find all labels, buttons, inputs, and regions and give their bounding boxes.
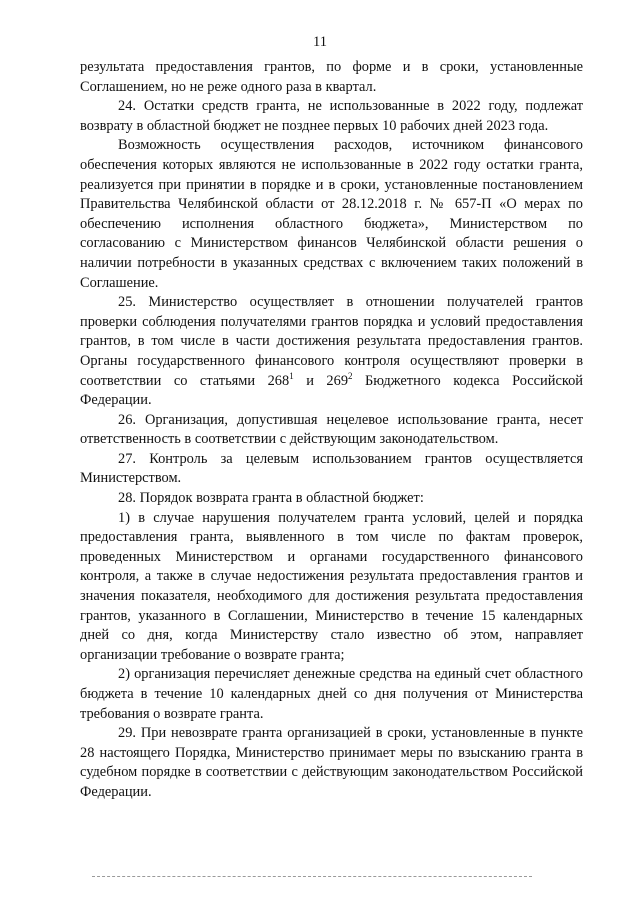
paragraph-28-item-2: 2) организация перечисляет денежные средства на единый счет областного бюджета в течение 10 календарных дней со дня получения от Министерства требования о возврате гранта. [80,666,583,722]
paragraph-24-possibility: Возможность осуществления расходов, источником финансового обеспечения которых являются не использованные в 2022 году остатки гранта, реализуется при принятии в порядке и в сроки, установленные постановлением Правительства Челябинской области от 28.12.2018 г. № 657-П «О мерах по обеспечению исполнения областного бюджета», Министерством по согласованию с Министерством финансов Челябинской области решения о наличии потребности в указанных средствах с включением таких положений в Соглашение. [80,137,583,291]
page-number: 11 [313,34,327,50]
paragraph-25 [80,293,583,411]
scan-bottom-edge-line [92,876,532,877]
paragraph-28: 28. Порядок возврата гранта в областной бюджет: [118,490,424,507]
paragraph-25-text-b: и 269 [293,372,349,389]
superscript-1: 1 [289,370,294,381]
document-body [80,58,583,803]
paragraph-24: 24. Остатки средств гранта, не использованные в 2022 году, подлежат возврату в областной бюджет не позднее первых 10 рабочих дней 2023 года. [80,98,583,134]
superscript-2: 2 [348,370,353,381]
paragraph-25-text-a: 25. Министерство осуществляет в отношении получателей грантов проверки соблюдения получателями грантов порядка и условий предоставления грантов, в том числе в части достижения результата предоставления грантов. Органы государственного финансового контроля осуществляют проверки в соответствии со статьями 268 [80,294,583,389]
paragraph-29: 29. При невозврате гранта организацией в сроки, установленные в пункте 28 настоящего Порядка, Министерство принимает меры по взысканию гранта в судебном порядке в соответствии с действующим законодательством Российской Федерации. [80,725,583,800]
paragraph-28-item-1: 1) в случае нарушения получателем гранта условий, целей и порядка предоставления гранта, выявленного в том числе по фактам проверок, проведенных Министерством и органами государственного финансового контроля, а также в случае недостижения результата предоставления грантов и значения показателя, необходимого для достижения результата предоставления грантов, указанного в Соглашении, Министерство в течение 15 календарных дней со дня, когда Министерству стало известно об этом, направляет организации требование о возврате гранта; [80,509,583,663]
paragraph-continuation: результата предоставления грантов, по форме и в сроки, установленные Соглашением, но не реже одного раза в квартал. [80,59,583,95]
paragraph-26: 26. Организация, допустившая нецелевое использование гранта, несет ответственность в соответствии с действующим законодательством. [80,411,583,448]
paragraph-27: 27. Контроль за целевым использованием грантов осуществляется Министерством. [80,450,583,487]
paragraph-25-text-c: Бюджетного кодекса Российской Федерации. [80,372,583,409]
